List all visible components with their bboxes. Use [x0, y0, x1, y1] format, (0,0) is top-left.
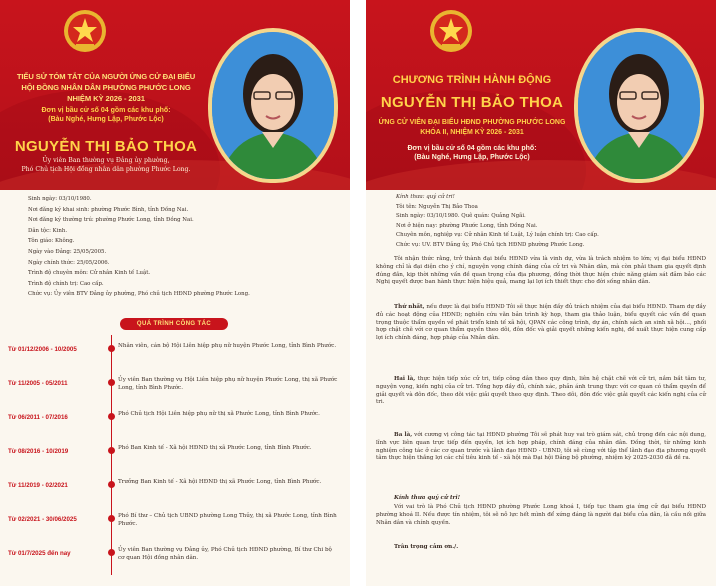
timeline-date: Từ 11/2005 - 05/2011: [8, 380, 68, 387]
candidate-portrait: [208, 28, 338, 183]
bio-line: Chức vụ: Ủy viên BTV Đảng ủy phường, Phó chủ tịch HĐND phường Phước Long.: [28, 291, 250, 298]
bio-line: Ngày vào Đảng: 25/05/2005.: [28, 248, 107, 255]
candidacy-line: ỨNG CỬ VIÊN ĐẠI BIỂU HĐND PHƯỜNG PHƯỚC LONG: [378, 119, 566, 126]
term-line: KHÓA II, NHIỆM KỲ 2026 - 2031: [420, 129, 524, 136]
timeline-desc: Nhân viên, cán bộ Hội Liên hiệp phụ nữ huyện Phước Long, tỉnh Bình Phước.: [118, 343, 337, 349]
paragraph-lead: Hai là,: [394, 376, 416, 382]
program-paragraph-1: Tôi nhận thức rằng, trở thành đại biểu HĐND vừa là vinh dự, vừa là trách nhiệm to lớn; vị đại biểu HĐND không chỉ là đại diện cho ý chí, nguyện vọng chính đáng của cử tri và Nhân dân, mà còn phải tham gia quyết định đúng đắn, kịp thời những vấn đề quan trọng của địa phương, đồng thời thực hiện chức năng giám sát đảm bảo các Nghị quyết được ban hành thực hiện hiệu quả, mang lại lợi ích thiết thực cho đời sống nhân dân.: [376, 256, 706, 286]
timeline-item: [0, 510, 350, 540]
timeline-dot: [108, 515, 115, 522]
timeline-date: Từ 11/2019 - 02/2021: [8, 482, 68, 489]
intro-line: Chức vụ: UV. BTV Đảng ủy, Phó Chủ tịch HĐND phường Phước Long.: [396, 241, 585, 248]
timeline-dot: [108, 345, 115, 352]
bio-page: [0, 0, 350, 586]
timeline-date: Từ 01/12/2006 - 10/2005: [8, 346, 77, 353]
timeline-date: Từ 06/2011 - 07/2016: [8, 414, 68, 421]
electoral-unit-areas: (Bàu Nghé, Hưng Lập, Phước Lộc): [48, 116, 164, 123]
timeline-item: [0, 340, 350, 370]
paragraph-body: thực hiện tiếp xúc cử tri, tiếp công dân theo quy định, liên hệ chặt chẽ với cử tri, nắm bắt tâm tư, nguyện vọng, kiến nghị của cử tri. Tổng hợp đầy đủ, chính xác, phản ánh trung thực với cơ quan có thẩm quyền để giải quyết và đôn đốc, theo dõi việc giải quyết theo quy định. Theo dõi, đôn đốc việc giải quyết các kiến nghị của cử tri.: [376, 376, 706, 406]
timeline-date: Từ 02/2021 - 30/06/2025: [8, 516, 77, 523]
intro-line: Chuyên môn, nghiệp vụ: Cử nhân Kinh tế Luật, Lý luận chính trị: Cao cấp.: [396, 232, 599, 239]
timeline-dot: [108, 447, 115, 454]
bio-header: [0, 0, 350, 190]
bio-line: Sinh ngày: 03/10/1980.: [28, 196, 92, 202]
bio-title-line1: TIỂU SỬ TÓM TẮT CỦA NGƯỜI ỨNG CỬ ĐẠI BIỂU: [16, 72, 196, 81]
paragraph-body: nếu được là đại biểu HĐND Tôi sẽ thực hiện đầy đủ trách nhiệm của đại biểu HĐND. Tham dự đầy đủ các hoạt động của HĐND; nghiên cứu văn bản trình kỳ họp, tham gia thảo luận, biểu quyết các vấn đề quan trọng thuộc thẩm quyền về phát triển kinh tế xã hội, QPAN các công trình, dự án, chính sách an sinh xã hội..., phối hợp chặt chẽ với cơ quan thẩm quyền theo dõi, đôn đốc và giải quyết những kiến nghị, đề xuất thực hiện cung cấp lợi ích chính đáng, hợp pháp của Nhân dân.: [376, 304, 706, 342]
timeline-desc: Ủy viên Ban thường vụ Đảng ủy, Phó Chủ tịch HĐND phường, Bí thư Chi bộ cơ quan Hội đồng nhân dân.: [118, 547, 332, 561]
program-intro: [396, 193, 599, 251]
bio-line: Nơi đăng ký khai sinh: phường Phước Bình, tỉnh Đồng Nai.: [28, 206, 189, 213]
bio-term: NHIỆM KỲ 2026 - 2031: [67, 94, 145, 103]
electoral-unit-areas: (Bàu Nghé, Hưng Lập, Phước Lộc): [414, 154, 530, 161]
timeline-dot: [108, 413, 115, 420]
paragraph-lead: Thứ nhất,: [394, 304, 425, 310]
program-paragraph-5: Với vai trò là Phó Chủ tịch HĐND phường Phước Long khoá I, tiếp tục tham gia ứng cử đại biểu HĐND phường khoá II. Nếu được tín nhiệm, tôi sẽ nỗ lực hết mình để xứng đáng là người đại biểu của dân, là cầu nối giữa Nhân dân và chính quyền.: [376, 504, 706, 526]
paragraph-body: với cương vị công tác tại HĐND phường Tôi sẽ phát huy vai trò giám sát, chủ trọng đến các nội dung, lĩnh vực liên quan trực tiếp đến quyền, lợi ích hợp pháp, chính đáng của nhân dân. Đồng thời, từ những kinh nghiệm công tác ở các cơ quan trước và lãnh đạo HĐND - UBND, tôi sẽ cùng với tập thể lãnh đạo địa phương quyết tâm thực hiện thắng lợi các chỉ tiêu kinh tế - xã hội mà Đại hội Đảng bộ phường, nhiệm kỳ 2025-2030 đã đề ra.: [376, 432, 706, 462]
electoral-unit: Đơn vị bầu cử số 04 gồm các khu phố:: [41, 107, 171, 114]
program-paragraph-3: [376, 376, 706, 407]
timeline-date: Từ 01/7/2025 đến nay: [8, 550, 71, 557]
bio-details: [28, 194, 250, 300]
candidate-role-line2: Phó Chủ tịch Hội đồng nhân dân phường Phước Long.: [21, 166, 191, 173]
intro-line: Nơi ở hiện nay: phường Phước Long, tỉnh Đồng Nai.: [396, 222, 538, 229]
electoral-unit: Đơn vị bầu cử số 04 gồm các khu phố:: [407, 145, 537, 152]
timeline-item: [0, 442, 350, 472]
closing-greeting: Kính thưa quý cử tri!: [394, 495, 461, 501]
timeline-item: [0, 544, 350, 574]
bio-line: Dân tộc: Kinh.: [28, 227, 68, 234]
program-header: [366, 0, 716, 190]
action-program-page: [366, 0, 716, 586]
greeting: Kính thưa: quý cử tri!: [396, 194, 455, 200]
candidate-portrait: [574, 28, 704, 183]
timeline-date: Từ 08/2016 - 10/2019: [8, 448, 69, 455]
program-title: CHƯƠNG TRÌNH HÀNH ĐỘNG: [392, 74, 552, 86]
timeline-desc: Phó Chủ tịch Hội Liên hiệp phụ nữ thị xã Phước Long, tỉnh Bình Phước.: [118, 411, 320, 417]
timeline-desc: Phó Bí thư – Chủ tịch UBND phường Long Thủy, thị xã Phước Long, tỉnh Bình Phước.: [118, 513, 337, 527]
program-paragraph-2: [376, 304, 706, 343]
national-emblem-icon: [428, 8, 474, 54]
timeline-item: [0, 408, 350, 438]
timeline-desc: Ủy viên Ban thường vụ Hội Liên hiệp phụ nữ huyện Phước Long, thị xã Phước Long, tỉnh Bình Phước.: [118, 377, 338, 391]
bio-line: Nơi đăng ký thường trú: phường Phước Long, tỉnh Đồng Nai.: [28, 217, 194, 224]
thanks-line: Trân trọng cảm ơn./.: [394, 544, 459, 550]
candidate-name: NGUYỄN THỊ BẢO THOA: [380, 94, 564, 111]
work-history-heading: QUÁ TRÌNH CÔNG TÁC: [120, 318, 228, 330]
paragraph-lead: Ba là,: [394, 432, 413, 438]
bio-line: Trình độ chuyên môn: Cử nhân Kinh tế Luật.: [28, 270, 151, 277]
timeline-dot: [108, 481, 115, 488]
intro-line: Tôi tên: Nguyễn Thị Bảo Thoa: [396, 203, 478, 210]
timeline-desc: Phó Ban Kinh tế - Xã hội HĐND thị xã Phước Long, tỉnh Bình Phước.: [118, 445, 312, 451]
timeline-dot: [108, 379, 115, 386]
timeline-dot: [108, 549, 115, 556]
intro-line: Sinh ngày: 03/10/1980. Quê quán: Quảng Ngãi.: [396, 213, 526, 220]
bio-title-line2: HỘI ĐỒNG NHÂN DÂN PHƯỜNG PHƯỚC LONG: [21, 83, 191, 92]
bio-line: Ngày chính thức: 25/05/2006.: [28, 259, 110, 266]
timeline-item: [0, 374, 350, 404]
timeline-item: [0, 476, 350, 506]
program-paragraph-4: [376, 432, 706, 463]
candidate-name: NGUYỄN THỊ BẢO THOA: [14, 138, 198, 155]
national-emblem-icon: [62, 8, 108, 54]
candidate-role-line1: Ủy viên Ban thường vụ Đảng ủy phường,: [42, 157, 170, 164]
timeline-desc: Trưởng Ban Kinh tế - Xã hội HĐND thị xã Phước Long, tỉnh Bình Phước.: [118, 479, 322, 485]
bio-line: Tôn giáo: Không.: [28, 238, 75, 245]
bio-line: Trình độ chính trị: Cao cấp.: [28, 280, 104, 287]
